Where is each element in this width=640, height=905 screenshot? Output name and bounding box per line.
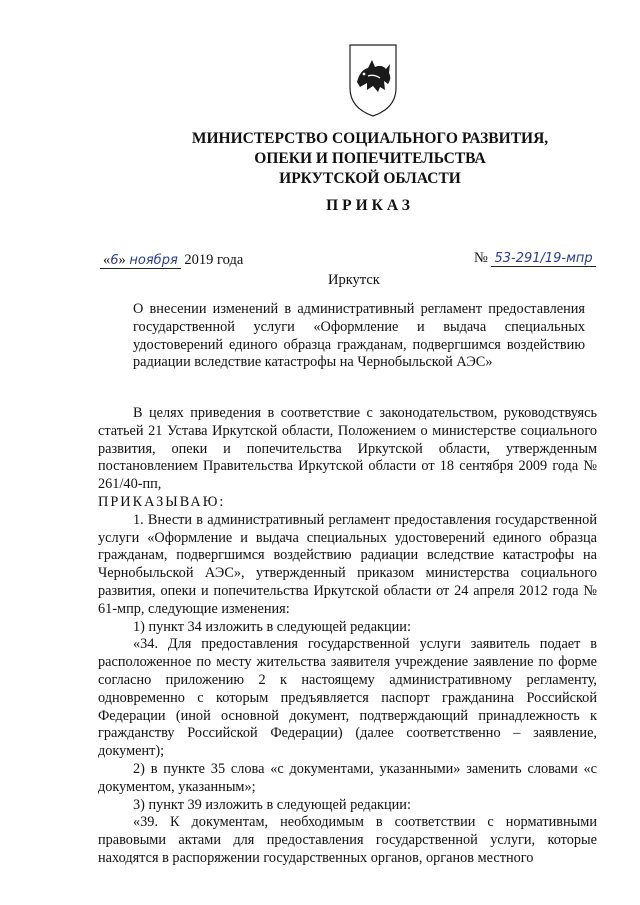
- irkutsk-coat-of-arms-icon: [338, 40, 408, 120]
- order-date: [100, 252, 243, 269]
- date-close-quote: »: [118, 252, 126, 268]
- number-prefix: №: [474, 250, 488, 266]
- city: Иркутск: [328, 272, 380, 288]
- ministry-line-1: МИНИСТЕРСТВО СОЦИАЛЬНОГО РАЗВИТИЯ,: [191, 130, 549, 147]
- document-type-heading: ПРИКАЗ: [326, 197, 414, 214]
- order-subject: О внесении изменений в административный регламент предоставления государственной услуги «Оформление и выдача специальных удостоверений единого образца гражданам, подвергшимся воздействию радиации вследствие катастрофы на Чернобыльской АЭС»: [133, 301, 585, 371]
- item-1-paragraph: 1. Внести в административный регламент предоставления государственной услуги «Оформление и выдача специальных удостоверений единого образца гражданам, подвергшимся воздействию радиации вследствие катастрофы на Чернобыльской АЭС», утвержденный приказом министерства социального развития, опеки и попечительства Иркутской области от 24 апреля 2012 года № 61-мпр, следующие изменения:: [98, 511, 597, 617]
- ministry-title: [160, 129, 580, 189]
- ministry-line-2: ОПЕКИ И ПОПЕЧИТЕЛЬСТВА: [254, 150, 486, 167]
- date-day: 6: [110, 253, 119, 268]
- order-word: ПРИКАЗЫВАЮ:: [98, 493, 226, 510]
- subitem-2: 2) в пункте 35 слова «с документами, указанными» заменить словами «с документом, указанным»;: [98, 760, 597, 795]
- subitem-3: 3) пункт 39 изложить в следующей редакции:: [133, 796, 411, 813]
- order-body: [98, 405, 597, 868]
- date-month: ноября: [129, 253, 178, 268]
- order-number: [474, 250, 596, 267]
- date-year: 2019: [184, 252, 214, 268]
- number-value: 53-291/19-мпр: [494, 251, 593, 266]
- date-suffix: года: [217, 252, 244, 268]
- ministry-line-3: ИРКУТСКОЙ ОБЛАСТИ: [279, 170, 461, 187]
- quote-point-39: «39. К документам, необходимым в соответствии с нормативными правовыми актами для предоставления государственной услуги, которые находятся в распоряжении государственных органов, органов местного: [98, 814, 597, 866]
- preamble-paragraph: В целях приведения в соответствие с законодательством, руководствуясь статьей 21 Устава Иркутской области, Положением о министерстве социального развития, опеки и попечительства Иркутской области, утвержденным постановлением Правительства Иркутской области от 18 сентября 2009 года № 261/40-пп,: [98, 405, 597, 493]
- subitem-1: 1) пункт 34 изложить в следующей редакции:: [133, 618, 411, 635]
- quote-point-34: «34. Для предоставления государственной услуги заявитель подает в расположенное по месту жительства заявителя учреждение заявление по форме согласно приложению 2 к настоящему административному регламенту, одновременно с которым предъявляется паспорт гражданина Российской Федерации (иной основной документ, подтверждающий принадлежность к гражданству Российской Федерации) (далее соответственно – заявление, документ);: [98, 636, 597, 760]
- date-open-quote: «: [103, 252, 111, 268]
